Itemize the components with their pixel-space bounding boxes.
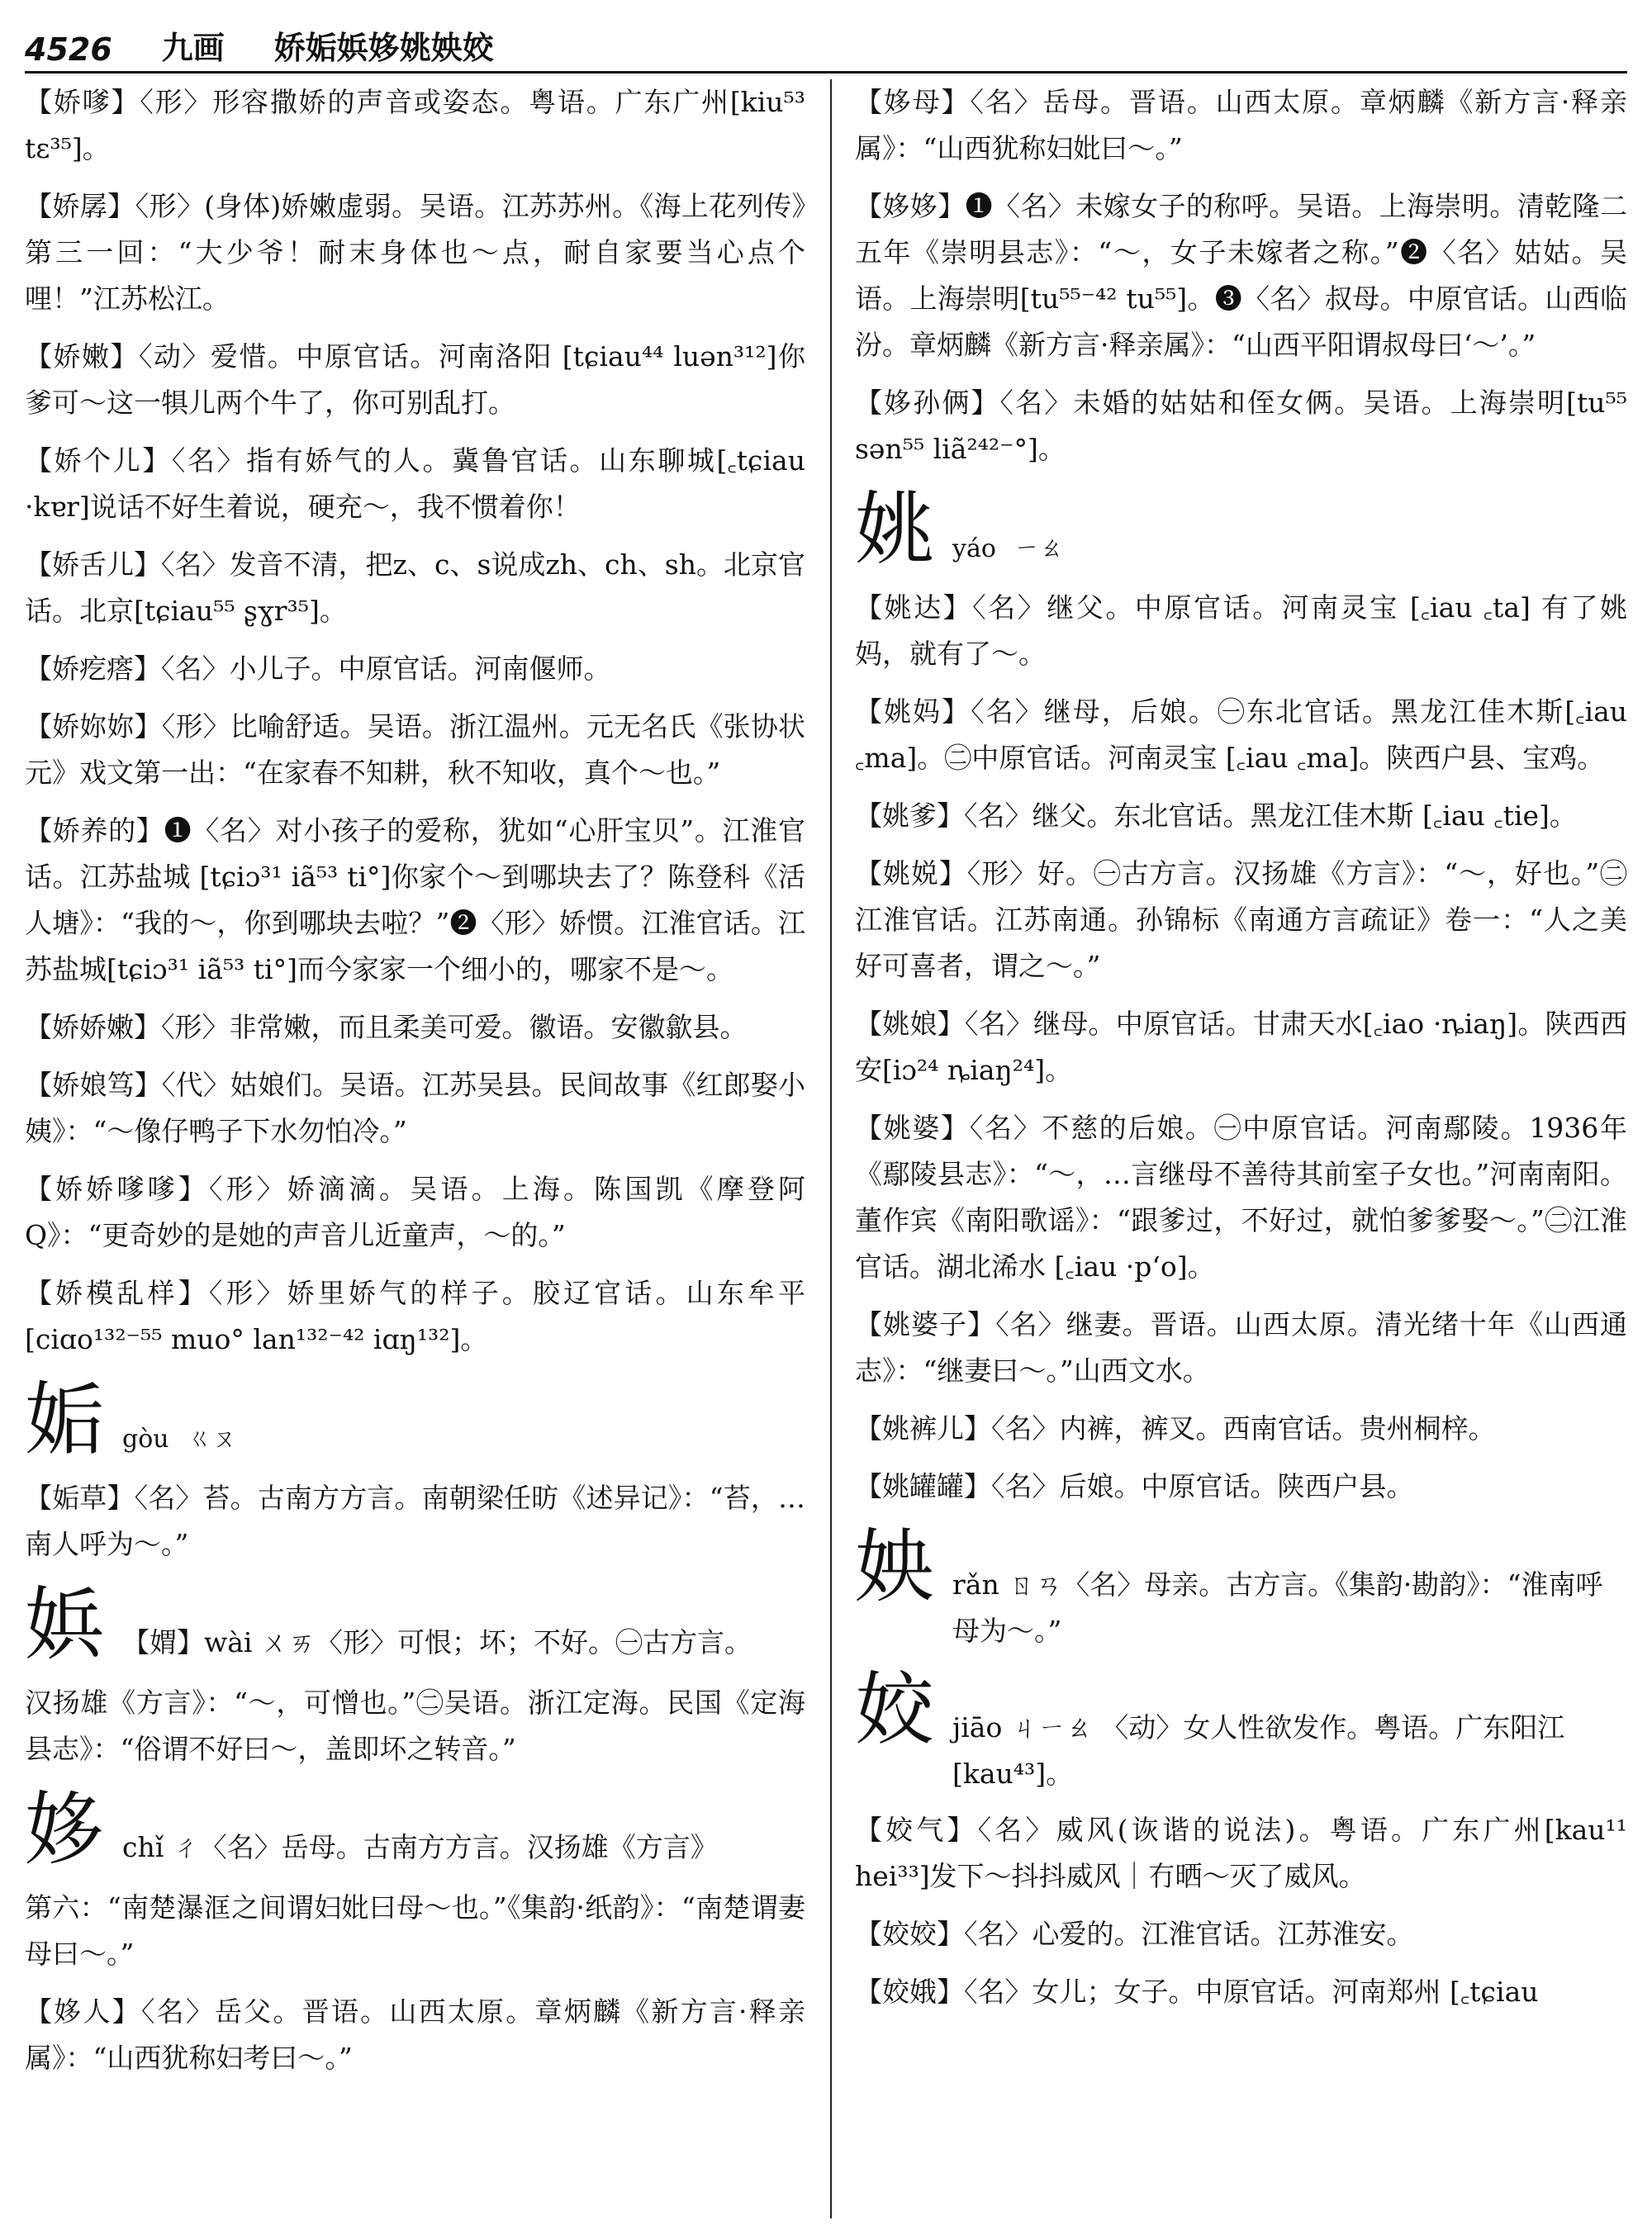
headword-character-block — [855, 1521, 1627, 1654]
zhuyin: ㄍㄡ — [187, 1425, 237, 1454]
dictionary-entry: 【娇疙瘩】〈名〉小儿子。中原官话。河南偃师。 — [25, 652, 611, 685]
dictionary-entry: 【姚婆子】〈名〉继妻。晋语。山西太原。清光绪十年《山西通志》：“继妻曰～。”山西文水。 — [855, 1308, 1627, 1387]
header-rule — [25, 71, 1627, 74]
headword-character-block — [25, 1579, 805, 1670]
dictionary-entry: 【娇模乱样】〈形〉娇里娇气的样子。胶辽官话。山东牟平[ciɑo¹³²⁻⁵⁵ muo° lan¹³²⁻⁴² iɑŋ¹³²]。 — [25, 1277, 805, 1355]
dictionary-entry: 【娇孱】〈形〉(身体)娇嫩虚弱。吴语。江苏苏州。《海上花列传》第三一回：“大少爷！耐末身体也～点，耐自家要当心点个哩！”江苏松江。 — [25, 190, 805, 315]
dictionary-entry: 【姚娧】〈形〉好。㊀古方言。汉扬雄《方言》：“～，好也。”㊁江淮官话。江苏南通。孙锦标《南通方言疏证》卷一：“人之美好可喜者，谓之～。” — [855, 857, 1627, 982]
dictionary-entry: 第六：“南楚瀑洭之间谓妇妣曰母～也。”《集韵·纸韵》：“南楚谓妻母曰～。” — [25, 1891, 805, 1970]
dictionary-entry: 【姣娥】〈名〉女儿；女子。中原官话。河南郑州 [꜀tɕiau — [855, 1976, 1539, 2008]
headword-character: 姣 — [855, 1663, 934, 1756]
headword-character: 娦 — [25, 1578, 104, 1671]
dictionary-entry: 【姚罐罐】〈名〉后娘。中原官话。陕西户县。 — [855, 1470, 1414, 1502]
dictionary-entry: 【娇娇嗲嗲】〈形〉娇滴滴。吴语。上海。陈国凯《摩登阿Q》：“更奇妙的是她的声音儿近童声，～的。” — [25, 1173, 805, 1251]
headword-character-block — [25, 1374, 805, 1465]
dictionary-entry: 【姚爹】〈名〉继父。东北官话。黑龙江佳木斯 [꜀iau ꜀tie]。 — [855, 799, 1577, 832]
column-divider — [830, 79, 832, 2218]
dictionary-entry: 【姼孙俩】〈名〉未婚的姑姑和侄女俩。吴语。上海崇明[tu⁵⁵ sən⁵⁵ liã²⁴²⁻°]。 — [855, 387, 1627, 465]
page-header — [25, 18, 1627, 68]
headword-character: 姚 — [855, 483, 934, 576]
headword-character-block — [25, 1784, 805, 1875]
dictionary-entry: 【娇个儿】〈名〉指有娇气的人。冀鲁官话。山东聊城[꜀tɕiau ·kɐr]说话不好生着说，硬充～，我不惯着你！ — [25, 444, 805, 523]
dictionary-entry: 【姣气】〈名〉威风(诙谐的说法)。粤语。广东广州[kau¹¹ hei³³]发下～抖抖威风｜冇晒～灭了威风。 — [855, 1814, 1627, 1892]
dictionary-entry: 【娇嫩】〈动〉爱惜。中原官话。河南洛阳 [tɕiau⁴⁴ luən³¹²]你爹可～这一犋儿两个牛了，你可别乱打。 — [25, 340, 805, 419]
dictionary-entry: 【娇娇嫩】〈形〉非常嫩，而且柔美可爱。徽语。安徽歙县。 — [25, 1011, 748, 1043]
zhuyin: ㄧㄠ — [1014, 534, 1064, 563]
dictionary-entry: 【姚娘】〈名〉继母。中原官话。甘肃天水[꜀iao ·ȵiaŋ]。陕西西安[iɔ²⁴ ȵiaŋ²⁴]。 — [855, 1008, 1627, 1086]
headword-definition: rǎn ㄖㄢ〈名〉母亲。古方言。《集韵·勘韵》：“淮南呼母为～。” — [952, 1568, 1603, 1647]
dictionary-entry: 【娇娘笃】〈代〉姑娘们。吴语。江苏吴县。民间故事《红郎娶小姨》：“～像仔鸭子下水勿怕冷。” — [25, 1069, 805, 1147]
page-number: 4526 — [25, 31, 112, 68]
dictionary-entry: 【姼人】〈名〉岳父。晋语。山西太原。章炳麟《新方言·释亲属》：“山西犹称妇考曰～。” — [25, 1995, 805, 2074]
headword-character-block — [855, 1664, 1627, 1797]
left-column — [25, 79, 805, 2218]
dictionary-entry: 【姣姣】〈名〉心爱的。江淮官话。江苏淮安。 — [855, 1918, 1414, 1950]
dictionary-entry: 【娇养的】❶〈名〉对小孩子的爱称，犹如“心肝宝贝”。江淮官话。江苏盐城 [tɕiɔ³¹ iã⁵³ ti°]你家个～到哪块去了？陈登科《活人塘》：“我的～，你到哪块去啦？”❷〈形〉娇惯。江淮官话。江苏盐城[tɕiɔ³¹ iã⁵³ ti°]而今家家一个细小的，哪家不是～。 — [25, 814, 805, 985]
dictionary-entry: 【姚妈】〈名〉继母，后娘。㊀东北官话。黑龙江佳木斯[꜀iau ꜀ma]。㊁中原官话。河南灵宝 [꜀iau ꜀ma]。陕西户县、宝鸡。 — [855, 695, 1627, 774]
dictionary-entry: 【姤草】〈名〉苔。古南方方言。南朝梁任昉《述异记》：“苔，…南人呼为～。” — [25, 1482, 805, 1560]
dictionary-entry: 【姚达】〈名〉继父。中原官话。河南灵宝 [꜀iau ꜀ta] 有了姚妈，就有了～。 — [855, 591, 1627, 670]
headword-character: 姼 — [25, 1783, 104, 1876]
headword-character-block — [855, 484, 1627, 575]
headword-character: 姎 — [855, 1521, 934, 1613]
dictionary-entry: 【姼姼】❶〈名〉未嫁女子的称呼。吴语。上海崇明。清乾隆二五年《崇明县志》：“～，女子未嫁者之称。”❷〈名〉姑姑。吴语。上海崇明[tu⁵⁵⁻⁴² tu⁵⁵]。❸〈名〉叔母。中原官话。山西临汾。章炳麟《新方言·释亲属》：“山西平阳谓叔母曰‘～’。” — [855, 190, 1627, 361]
headword-definition: 【媦】wài ㄨㄞ〈形〉可恨；坏；不好。㊀古方言。 — [122, 1626, 752, 1658]
right-column — [855, 79, 1627, 2218]
header-chars: 娇姤娦姼姚姎姣 — [273, 29, 494, 66]
dictionary-entry: 【姼母】〈名〉岳母。晋语。山西太原。章炳麟《新方言·释亲属》：“山西犹称妇妣曰～。” — [855, 86, 1627, 164]
section-label: 九画 — [161, 29, 225, 66]
dictionary-entry: 【姚裤儿】〈名〉内裤，裤叉。西南官话。贵州桐梓。 — [855, 1412, 1496, 1445]
dictionary-entry: 【娇舌儿】〈名〉发音不清，把z、c、s说成zh、ch、sh。北京官话。北京[tɕiau⁵⁵ ʂɣr³⁵]。 — [25, 548, 805, 627]
headword-character: 姤 — [25, 1374, 104, 1466]
dictionary-entry: 【姚婆】〈名〉不慈的后娘。㊀中原官话。河南鄢陵。1936年《鄢陵县志》：“～，…言继母不善待其前室子女也。”河南南阳。董作宾《南阳歌谣》：“跟爹过，不好过，就怕爹爹娶～。”㊁江淮官话。湖北浠水 [꜀iau ·p‘o]。 — [855, 1112, 1627, 1283]
headword-definition: chǐ ㄔ〈名〉岳母。古南方方言。汉扬雄《方言》 — [122, 1831, 718, 1863]
pinyin: yáo — [952, 534, 996, 563]
dictionary-entry: 汉扬雄《方言》：“～，可憎也。”㊁吴语。浙江定海。民国《定海县志》：“俗谓不好曰～，盖即坏之转音。” — [25, 1687, 805, 1765]
dictionary-entry: 【娇嗲】〈形〉形容撒娇的声音或姿态。粤语。广东广州[kiu⁵³ tɛ³⁵]。 — [25, 86, 805, 164]
pinyin: gòu — [122, 1425, 169, 1454]
dictionary-entry: 【娇妳妳】〈形〉比喻舒适。吴语。浙江温州。元无名氏《张协状元》戏文第一出：“在家春不知耕，秋不知收，真个～也。” — [25, 710, 805, 789]
headword-definition: jiāo ㄐㄧㄠ 〈动〉女人性欲发作。粤语。广东阳江[kau⁴³]。 — [952, 1711, 1565, 1790]
